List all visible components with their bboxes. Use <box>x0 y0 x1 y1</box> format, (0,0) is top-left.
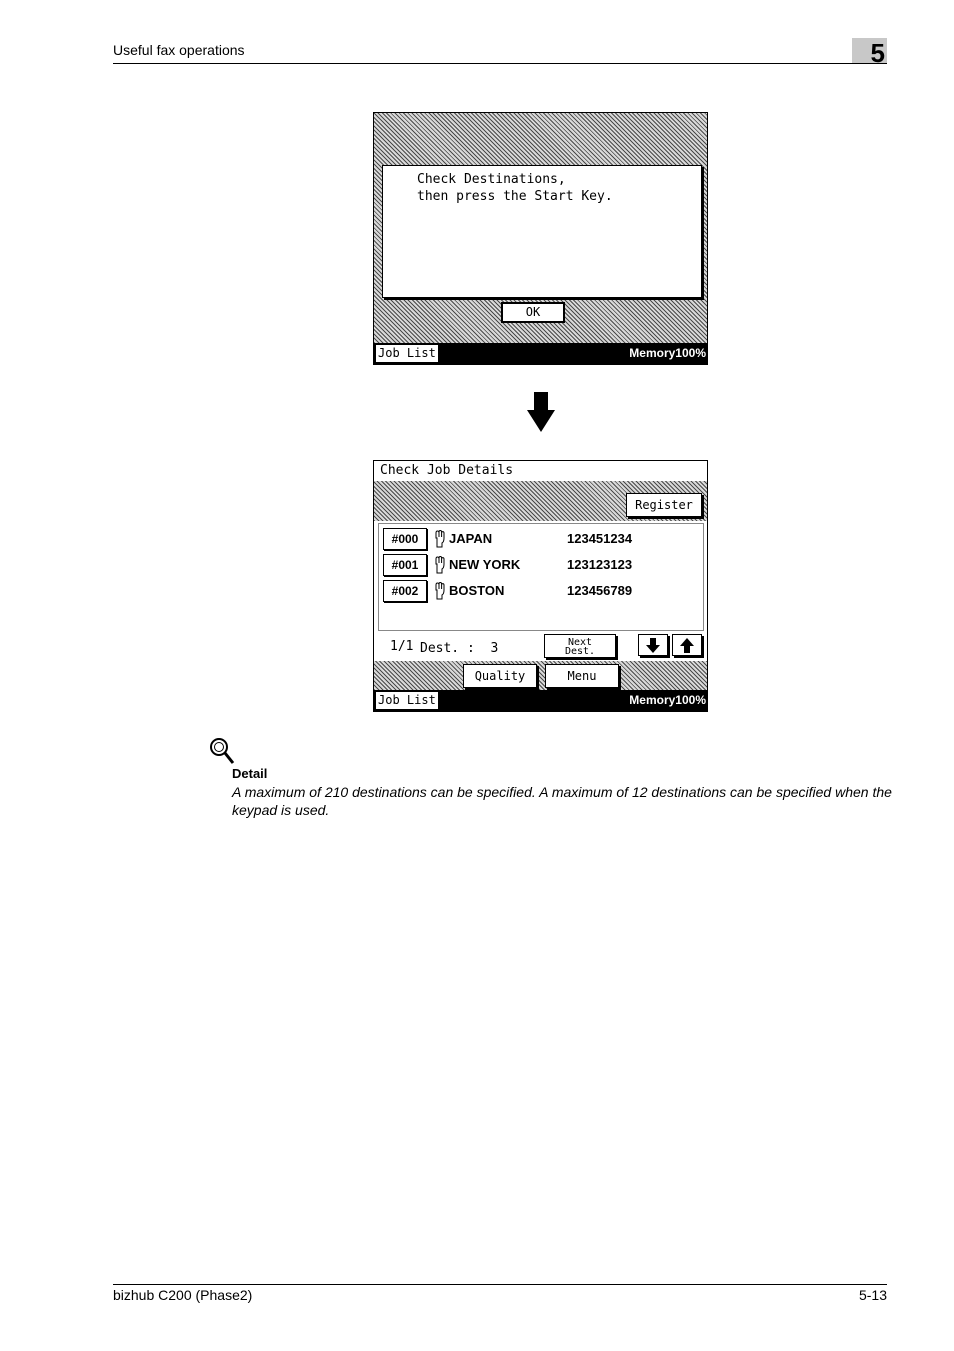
hand-icon <box>433 582 447 600</box>
dialog-message-line1: Check Destinations, <box>417 172 566 187</box>
detail-label: Detail <box>232 766 268 781</box>
destination-number: 123123123 <box>567 557 633 572</box>
scroll-down-button[interactable] <box>638 634 668 656</box>
chapter-number: 5 <box>870 38 885 68</box>
destination-list <box>378 523 704 631</box>
destination-index-button[interactable]: #000 <box>383 528 427 550</box>
memory-indicator: Memory100% <box>629 346 706 360</box>
footer-rule <box>113 1284 887 1285</box>
section-title: Useful fax operations <box>113 42 245 58</box>
detail-text: A maximum of 210 destinations can be specified. A maximum of 12 destinations can be specified when the keypad is used. <box>232 784 892 818</box>
status-bar <box>374 690 707 711</box>
next-dest-button[interactable] <box>544 634 616 658</box>
list-item[interactable] <box>383 528 703 550</box>
page-indicator: 1/1 <box>390 639 414 654</box>
destination-number: 123451234 <box>567 531 633 546</box>
destination-index-button[interactable]: #001 <box>383 554 427 576</box>
hand-icon <box>433 556 447 574</box>
destination-name: BOSTON <box>449 583 505 598</box>
status-bar <box>374 343 707 364</box>
destination-count: Dest. : 3 <box>420 641 499 656</box>
next-dest-label-line1: Next <box>567 637 593 648</box>
footer-page-number: 5-13 <box>858 1287 887 1303</box>
destination-number: 123456789 <box>567 583 633 598</box>
ok-button[interactable]: OK <box>501 302 565 323</box>
confirm-screen <box>374 113 707 364</box>
job-list-button[interactable]: Job List <box>375 344 439 363</box>
screen-title: Check Job Details <box>380 463 514 478</box>
destination-index-button[interactable]: #002 <box>383 580 427 602</box>
down-arrow-icon-head <box>527 410 555 432</box>
quality-button[interactable]: Quality <box>463 664 537 688</box>
menu-button[interactable]: Menu <box>545 664 619 688</box>
register-button[interactable]: Register <box>626 493 702 517</box>
job-list-button[interactable]: Job List <box>375 691 439 710</box>
arrow-up-icon <box>673 635 701 655</box>
scroll-up-button[interactable] <box>672 634 702 656</box>
list-item[interactable] <box>383 554 703 576</box>
hand-icon <box>433 530 447 548</box>
check-job-details-screen <box>374 461 707 711</box>
magnifier-icon <box>209 737 235 765</box>
header-rule <box>113 63 887 64</box>
footer-product: bizhub C200 (Phase2) <box>113 1287 253 1303</box>
arrow-down-icon <box>639 635 667 655</box>
destination-name: NEW YORK <box>449 557 521 572</box>
button-band <box>374 661 707 690</box>
memory-indicator: Memory100% <box>629 693 706 707</box>
list-item[interactable] <box>383 580 703 602</box>
destination-name: JAPAN <box>449 531 493 546</box>
message-dialog <box>382 165 702 298</box>
dialog-message-line2: then press the Start Key. <box>417 189 613 204</box>
down-arrow-icon <box>534 392 548 411</box>
next-dest-label-line2: Dest. <box>564 646 596 657</box>
